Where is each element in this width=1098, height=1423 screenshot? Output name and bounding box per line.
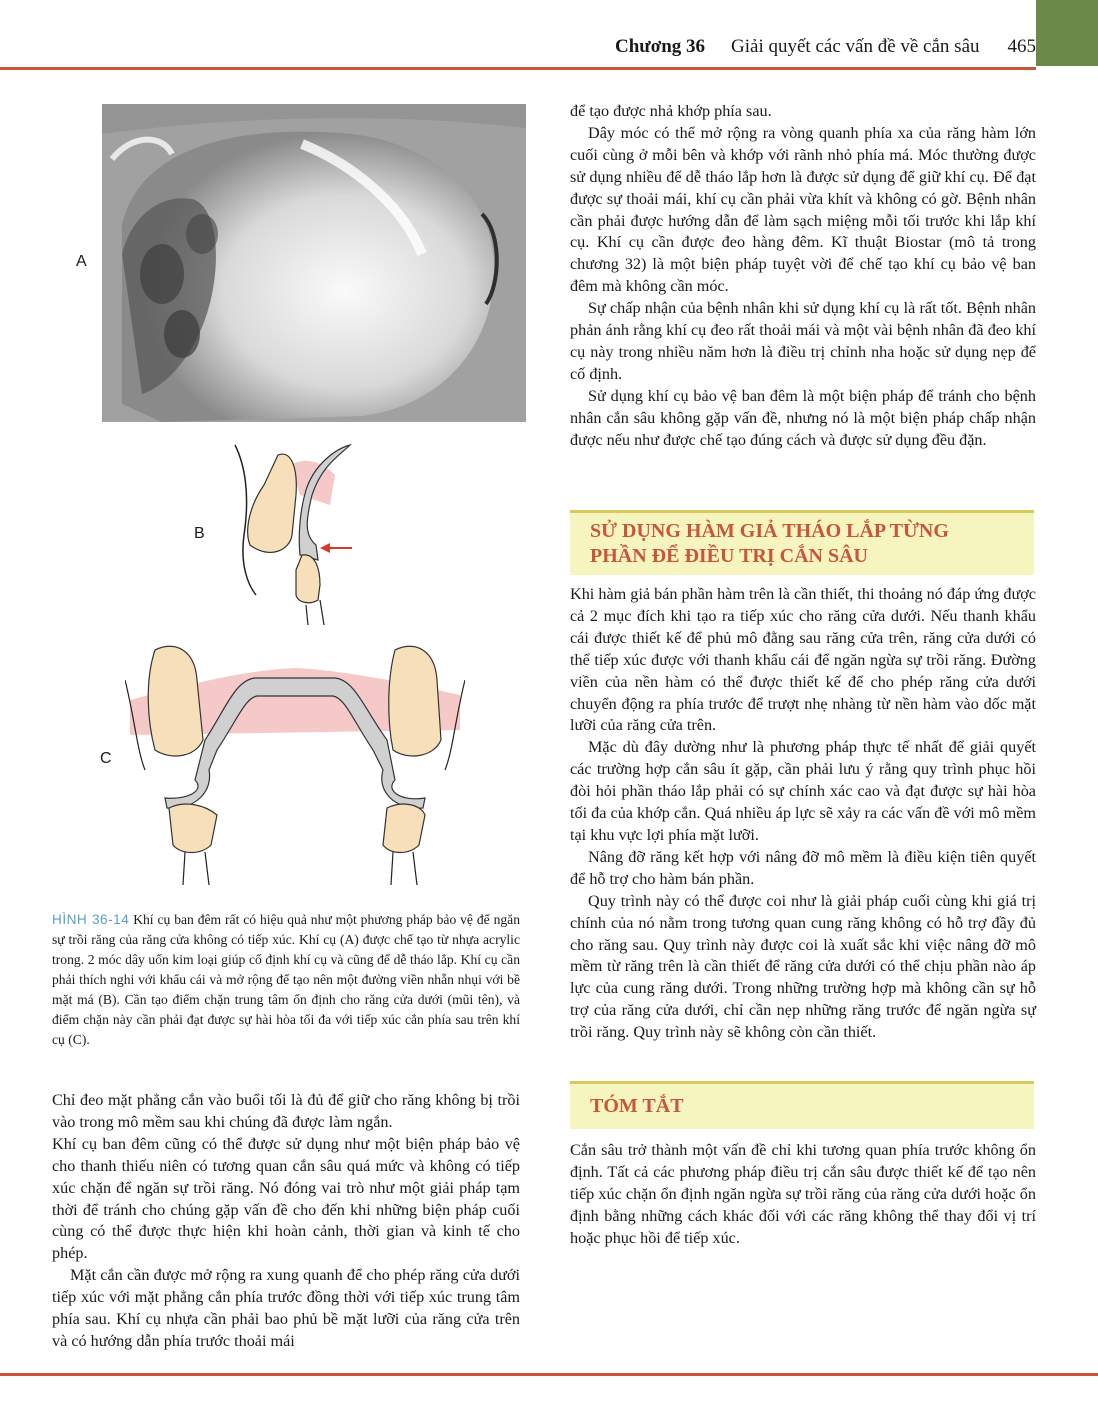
figure-label-c: C [100, 750, 112, 767]
right-paragraph-2: Dây móc có thể mở rộng ra vòng quanh phía xa của răng hàm lớn cuối cùng ở mỗi bên và khớp với rãnh nhỏ phía má. Móc thường được sử dụng nhiều để dễ tháo lắp hơn là được sử dụng để giữ khí cụ. Để đạt được sự thoải mái, khí cụ cần phải vừa khít và không có gờ. Bệnh nhân cần phải được hướng dẫn để làm sạch miệng mỗi tối trước khi lắp khí cụ. Khí cụ cần được đeo hàng đêm. Kĩ thuật Biostar (mô tả trong chương 32) là một biện pháp tuyệt vời để chế tạo khí cụ bảo vệ ban đêm mà không cần móc. [570, 123, 1036, 296]
footer-rule [0, 1373, 1098, 1376]
figure-label-a: A [76, 253, 87, 270]
figure-number: HÌNH 36-14 [52, 912, 130, 927]
chapter-number: Chương 36 [615, 36, 706, 57]
right-column-top [570, 101, 1036, 452]
figure-caption [52, 910, 520, 1050]
section1-paragraph-3: Nâng đỡ răng kết hợp với nâng đỡ mô mềm là điều kiện tiên quyết để hỗ trợ cho hàm bán phần. [570, 847, 1036, 888]
left-paragraph-1: Chỉ đeo mặt phẳng cắn vào buổi tối là đủ để giữ cho răng không bị trồi vào trong mô mềm sau khi chúng đã được làm ngắn. [52, 1091, 520, 1131]
chapter-tab [1036, 0, 1098, 66]
section-heading-partial-denture [570, 510, 1034, 575]
figure-diagram-c [125, 640, 465, 885]
section-heading-line-1: SỬ DỤNG HÀM GIẢ THÁO LẮP TỪNG [590, 520, 949, 542]
right-paragraph-1: để tạo được nhả khớp phía sau. [570, 102, 772, 120]
chapter-title: Giải quyết các vấn đề về cắn sâu [731, 36, 980, 57]
section-heading-summary: TÓM TẮT [570, 1081, 1034, 1129]
right-column-summary [570, 1140, 1036, 1250]
figure-photo-a [102, 104, 526, 422]
left-paragraph-3: Mặt cắn cần được mở rộng ra xung quanh để cho phép răng cửa dưới tiếp xúc với mặt phẳng cắn phía trước đồng thời với tiếp xúc trung tâm phía sau. Khí cụ nhựa cần phải bao phủ bề mặt lưỡi của răng cửa trên và có hướng dẫn phía trước thoải mái [52, 1266, 520, 1350]
section-heading-line-2: PHẦN ĐỂ ĐIỀU TRỊ CẮN SÂU [590, 545, 868, 567]
summary-paragraph: Cắn sâu trở thành một vấn đề chỉ khi tương quan phía trước không ổn định. Tất cả các phương pháp điều trị cắn sâu được thiết kế để tạo nên tiếp xúc chặn ổn định ngăn ngừa sự trồi răng của răng cửa dưới hoặc ổn định bằng những cách khác đối với các răng không thể thay đổi vị trí hoặc phục hồi để tiếp xúc. [570, 1141, 1036, 1247]
left-paragraph-2: Khí cụ ban đêm cũng có thể được sử dụng như một biện pháp bảo vệ cho thanh thiếu niên có tương quan cắn sâu quá mức và không có tiếp xúc chặn để ngăn sự trồi răng. Nó đóng vai trò như một giải pháp tạm thời để tránh cho chúng gặp vấn đề cho đến khi những biện pháp cuối cùng có thể được thực hiện khi hoàn cảnh, thời gian và kinh tế cho phép. [52, 1134, 520, 1263]
left-column-text [52, 1090, 520, 1353]
right-paragraph-4: Sử dụng khí cụ bảo vệ ban đêm là một biện pháp để tránh cho bệnh nhân cắn sâu không gặp vấn đề, nhưng nó là một biện pháp chấp nhận được nếu như được chế tạo đúng cách và được sử dụng đều đặn. [570, 386, 1036, 449]
section1-paragraph-1: Khi hàm giả bán phần hàm trên là cần thiết, thi thoảng nó đáp ứng được cả 2 mục đích khi tạo ra tiếp xúc cho răng cửa dưới. Nếu thanh khẩu cái được thiết kế để phủ mô đằng sau răng cửa trên, răng cửa dưới có thể tiếp xúc được với thanh khẩu cái để ngăn ngừa sự trồi răng. Đường viền của nền hàm có thể được thiết kế để cho phép răng cửa dưới chuyển động ra phía trước để trượt nhẹ nhàng từ nền hàm vào dốc mặt lưỡi của răng cửa trên. [570, 585, 1036, 735]
header-rule [0, 67, 1036, 70]
page-header [0, 34, 1036, 60]
figure-label-b: B [194, 525, 205, 542]
section1-paragraph-2: Mặc dù đây dường như là phương pháp thực tế nhất để giải quyết các trường hợp cắn sâu ít gặp, cần phải lưu ý rằng quy trình phục hồi đòi hỏi phần tháo lắp phải có sự chính xác cao và đạt được sự hài hòa tối đa của khớp cắn. Quá nhiều áp lực sẽ xảy ra các vấn đề với mô mềm tại khu vực lợi phía mặt lưỡi. [570, 738, 1036, 844]
section1-paragraph-4: Quy trình này có thể được coi như là giải pháp cuối cùng khi giá trị chính của nó nằm trong tương quan cung răng không có hỗ trợ đầy đủ cho răng sau. Quy trình này được coi là xuất sắc khi việc nâng đỡ mô mềm từ răng trên là cần thiết để răng cửa dưới có thể chịu phần nào áp lực của cung răng dưới. Trong những trường hợp mà không cần sự hỗ trợ của răng cửa dưới, chỉ cần nẹp những răng trước để ngăn ngừa sự trồi răng. Quy trình này sẽ không còn cần thiết. [570, 891, 1036, 1042]
page-number: 465 [1007, 36, 1036, 57]
right-column-section1 [570, 584, 1036, 1044]
figure-diagram-b [220, 435, 380, 625]
right-paragraph-3: Sự chấp nhận của bệnh nhân khi sử dụng khí cụ là rất tốt. Bệnh nhân phản ánh rằng khí cụ đeo rất thoải mái và một vài bệnh nhân đã đeo khí cụ này trong nhiều năm hơn là điều trị chỉnh nha hoặc sử dụng nẹp để cố định. [570, 299, 1036, 383]
caption-text: Khí cụ ban đêm rất có hiệu quả như một phương pháp bảo vệ để ngăn sự trồi răng của răng cửa không có tiếp xúc. Khí cụ (A) được chế tạo từ nhựa acrylic trong. 2 móc dây uốn kim loại giúp cố định khí cụ và cũng để dễ tháo lắp. Khí cụ cần phải thích nghi với khẩu cái và mở rộng để tạo nên một đường viền nhẵn nhụi với bề mặt má (B). Cần tạo điểm chặn trung tâm ổn định cho răng cửa dưới (mũi tên), và điểm chặn này cần phải đạt được sự hài hòa tối đa với tiếp xúc cắn phía sau trên khí cụ (C). [52, 912, 521, 1047]
